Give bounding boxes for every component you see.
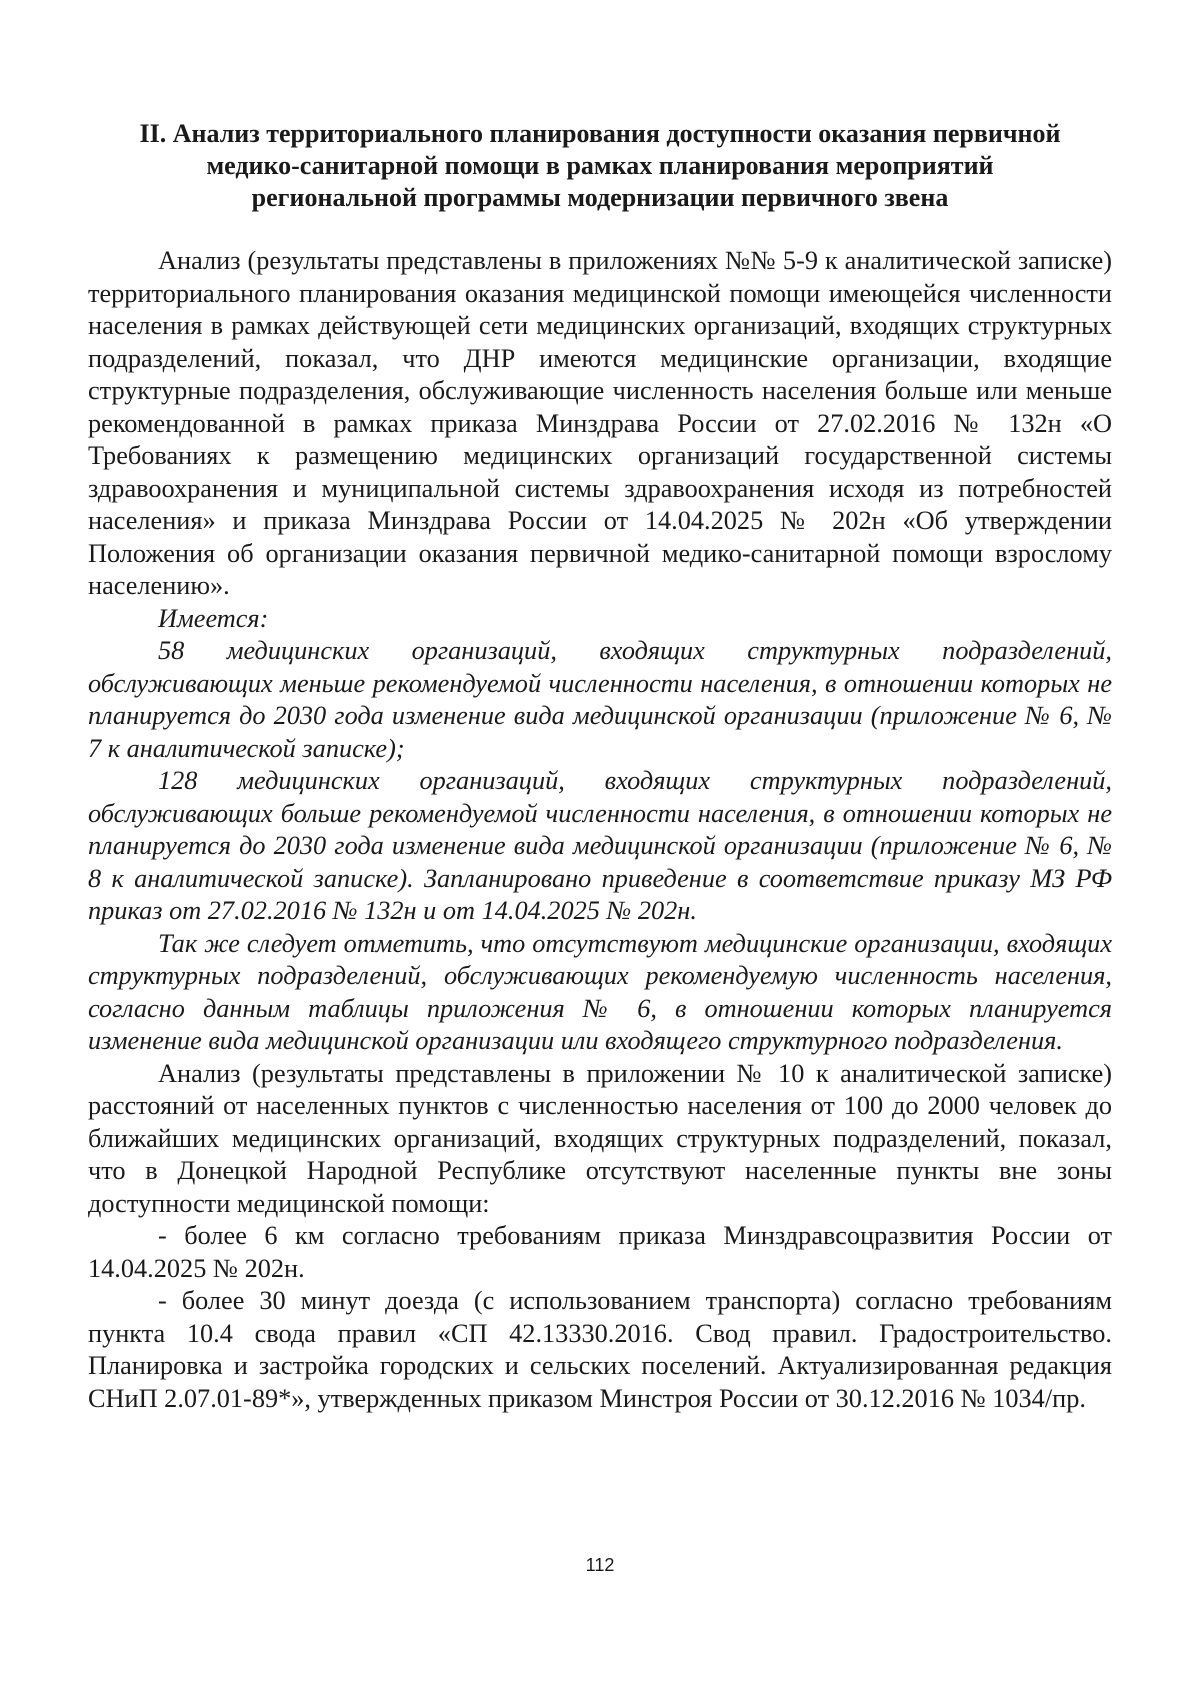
document-body <box>88 245 1112 1415</box>
paragraph-distance-analysis: Анализ (результаты представлены в приложении № 10 к аналитической записке) расстояний от населенных пунктов с численностью населения от 100 до 2000 человек до ближайших медицинских организаций, входящих структурных подразделений, показал, что в Донецкой Народной Республике отсутствуют населенные пункты вне зоны доступности медицинской помощи: <box>88 1058 1112 1218</box>
paragraph-understaffed-organizations: 58 медицинских организаций, входящих структурных подразделений, обслуживающих меньше рекомендуемой численности населения, в отношении которых не планируется до 2030 года изменение вида медицинской организации (приложение № 6, № 7 к аналитической записке); <box>88 636 1112 763</box>
heading-line: медико-санитарной помощи в рамках планирования мероприятий <box>206 151 994 180</box>
paragraph-travel-30min: - более 30 минут доезда (с использованием транспорта) согласно требованиям пункта 10.4 свода правил «СП 42.13330.2016. Свод правил. Градостроительство. Планировка и застройка городских и сельских поселений. Актуализированная редакция СНиП 2.07.01-89*», утвержденных приказом Минстроя России от 30.12.2016 № 1034/пр. <box>88 1286 1112 1413</box>
paragraph-network-analysis: Анализ (результаты представлены в приложениях №№ 5-9 к аналитической записке) территориального планирования оказания медицинской помощи имеющейся численности населения в рамках действующей сети медицинских организаций, входящих структурных подразделений, показал, что ДНР имеются медицинские организации, входящие структурные подразделения, обслуживающие численность населения больше или меньше рекомендованной в рамках приказа Минздрава России от 27.02.2016 № 132н «О Требованиях к размещению медицинских организаций государственной системы здравоохранения и муниципальной системы здравоохранения исходя из потребностей населения» и приказа Минздрава России от 14.04.2025 № 202н «Об утверждении Положения об организации оказания первичной медико-санитарной помощи взрослому населению». <box>88 246 1112 600</box>
heading-line: региональной программы модернизации первичного звена <box>251 183 949 212</box>
paragraph-overloaded-organizations: 128 медицинских организаций, входящих структурных подразделений, обслуживающих больше рекомендуемой численности населения, в отношении которых не планируется до 2030 года изменение вида медицинской организации (приложение № 6, № 8 к аналитической записке). Запланировано приведение в соответствие приказу МЗ РФ приказ от 27.02.2016 № 132н и от 14.04.2025 № 202н. <box>88 766 1112 925</box>
heading-line: II. Анализ территориального планирования доступности оказания первичной <box>139 119 1061 148</box>
paragraph-distance-6km: - более 6 км согласно требованиям приказа Минздравсоцразвития России от 14.04.2025 № 202н. <box>88 1221 1112 1283</box>
section-heading <box>88 118 1112 214</box>
paragraph-available-label: Имеется: <box>158 603 269 633</box>
page-number: 112 <box>585 1555 615 1575</box>
paragraph-no-type-change: Так же следует отметить, что отсутствуют медицинские организации, входящих структурных подразделений, обслуживающих рекомендуемую численность населения, согласно данным таблицы приложения № 6, в отношении которых планируется изменение вида медицинской организации или входящего структурного подразделения. <box>88 928 1112 1055</box>
